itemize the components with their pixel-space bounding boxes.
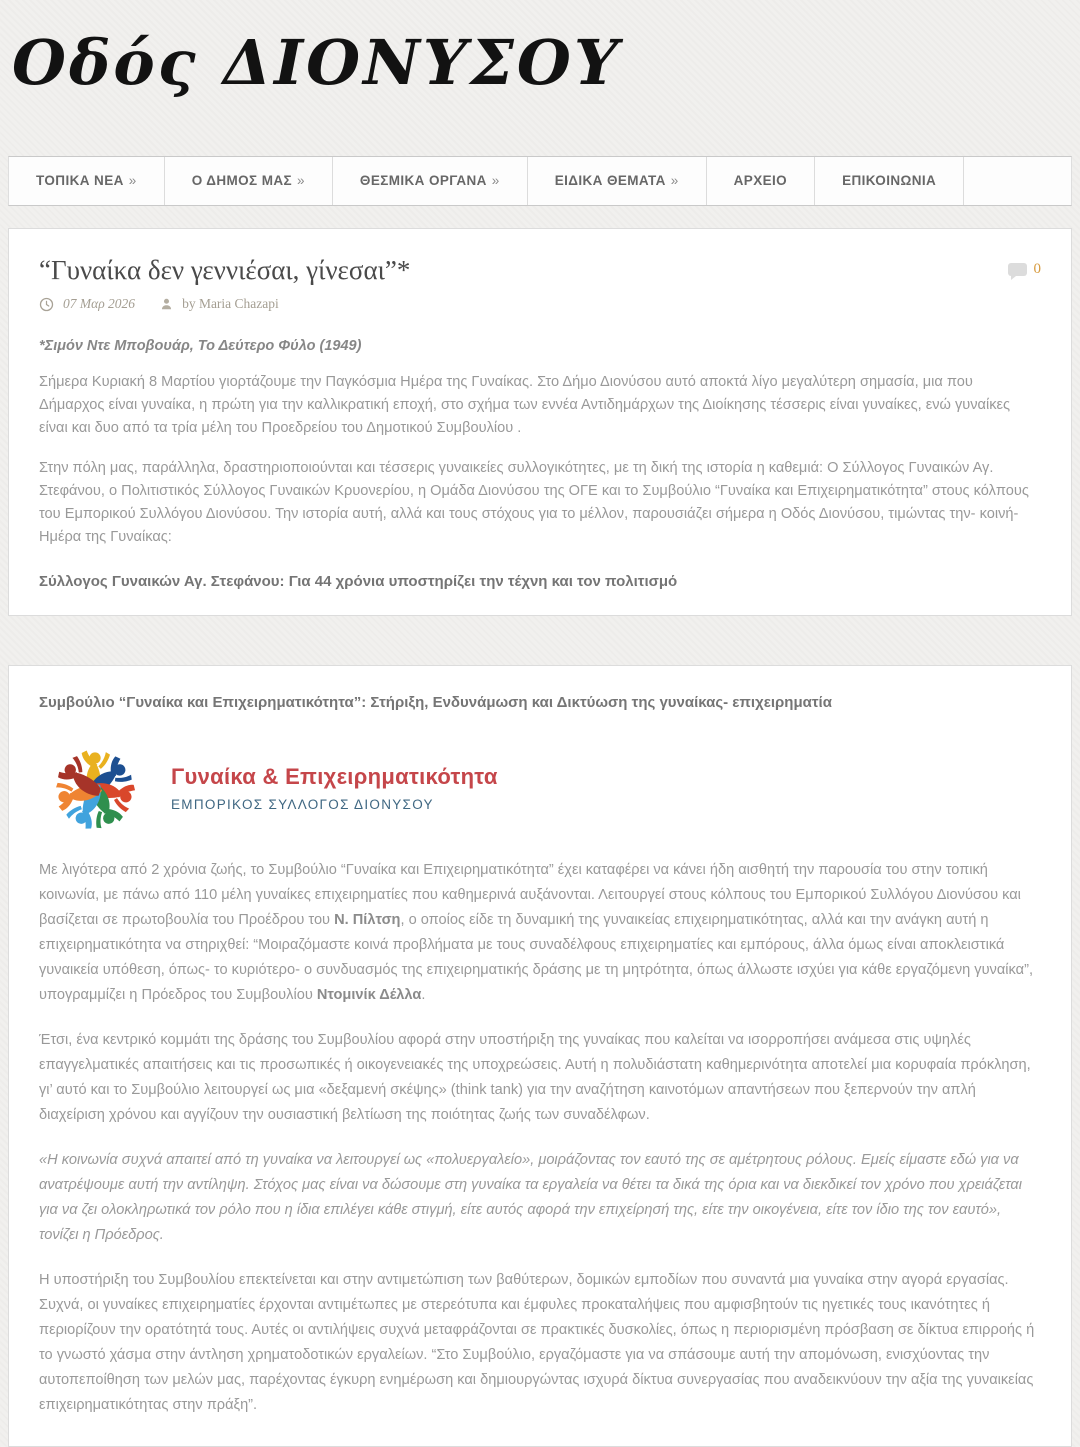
nav-item-arxeio[interactable]	[707, 157, 815, 205]
comments-link[interactable]	[1008, 261, 1042, 278]
article-card-business-council	[8, 665, 1072, 1447]
article-paragraph-quote: «Η κοινωνία συχνά απαιτεί από τη γυναίκα να λειτουργεί ως «πολυεργαλείο», μοιράζοντας τον εαυτό της σε αμέτρητους ρόλους. Εμείς είμαστε εδώ για να ανατρέψουμε αυτή την αντίληψη. Στόχος μας είναι να δώσουμε στη γυναίκα τα εργαλεία να θέτει τα δικά της όρια και να διεκδικεί τον χρόνο που χρειάζεται για να ζει ολοκληρωτικά τον ρόλο που η ίδια επιλέγει κάθε στιγμή, είτε αυτός αφορά την επιχείρησή της, είτε την οικογένεια, είτε τον ίδιο της τον εαυτό», τονίζει η Πρόεδρος.	[39, 1152, 1022, 1243]
main-nav	[8, 156, 1072, 206]
org-logo-subtitle: ΕΜΠΟΡΙΚΟΣ ΣΥΛΛΟΓΟΣ ΔΙΟΝΥΣΟΥ	[171, 797, 434, 812]
nav-item-epikoinonia[interactable]	[815, 157, 964, 205]
article-paragraph	[39, 858, 1041, 1008]
article-card-top	[8, 228, 1072, 616]
nav-item-label: ΘΕΣΜΙΚΑ ΟΡΓΑΝΑ	[359, 173, 487, 188]
submenu-arrow: »	[491, 173, 500, 188]
paragraph-text: Με λιγότερα από 2 χρόνια ζωής, το Συμβούλιο “Γυναίκα και Επιχειρηματικότητα” έχει καταφέρει να κάνει ήδη αισθητή την παρουσία του στην τοπική κοινωνία, με πάνω από 110 μέλη γυναίκες επιχειρηματίες που καθημερινά αυξάνονται. Λειτουργεί στους κόλπους του Εμπορικού Συλλόγου Διονύσου και βασίζεται σε πρωτοβουλία του Προέδρου του	[39, 862, 1021, 928]
article-paragraph: Η υποστήριξη του Συμβουλίου επεκτείνεται και στην αντιμετώπιση των βαθύτερων, δομικών εμποδίων που συναντά μια γυναίκα στην αγορά εργασίας. Συχνά, οι γυναίκες επιχειρηματίες έρχονται αντιμέτωπες με στερεότυπα και έμφυλες προκαταλήψεις που αμφισβητούν τις ηγετικές τους ικανότητες ή περιορίζουν την ορατότητά τους. Αυτές οι αντιλήψεις συχνά μεταφράζονται σε πρακτικές δυσκολίες, όπως η περιορισμένη πρόσβαση σε δίκτυα επιρροής ή το γνωστό χάσμα στην άντληση χρηματοδοτικών εργαλείων. “Στο Συμβούλιο, εργαζόμαστε για να σπάσουμε αυτή την απομόνωση, ενισχύοντας την αυτοπεποίθηση των μελών μας, παρέχοντας έγκυρη ενημέρωση και δημιουργώντας ισχυρά δίκτυα συνεργασίας που αναδεικνύουν την αξία της γυναικείας επιχειρηματικότητας στην πράξη”.	[39, 1272, 1035, 1413]
nav-item-label: ΤΟΠΙΚΑ ΝΕΑ	[36, 173, 124, 188]
bold-name-piltsis: Ν. Πίλτση	[334, 912, 401, 928]
bold-name-della: Ντομινίκ Δέλλα	[316, 987, 422, 1003]
org-logo-text	[171, 764, 498, 812]
nav-item-label: ΑΡΧΕΙΟ	[733, 173, 788, 188]
comment-count: 0	[1033, 261, 1041, 277]
article-paragraph: Στην πόλη μας, παράλληλα, δραστηριοποιούνται και τέσσερις γυναικείες συλλογικότητες, με τη δική της ιστορία η καθεμιά: Ο Σύλλογος Γυναικών Αγ. Στεφάνου, ο Πολιτιστικός Σύλλογος Γυναικών Κρυονερίου, η Ομάδα Διονύσου της ΟΓΕ και το Συμβούλιο “Γυναίκα και Επιχειρηματικότητα” στους κόλπους του Εμπορικού Συλλόγου Διονύσου. Την ιστορία αυτή, αλλά και τους στόχους για το μέλλον, παρουσιάζει σήμερα η Οδός Διονύσου, τιμώντας την- κοινή- Ημέρα της Γυναίκας:	[39, 460, 1029, 545]
nav-filler	[964, 157, 1071, 205]
submenu-arrow: »	[297, 173, 305, 188]
article-meta	[39, 296, 1041, 312]
section-heading-syllogos-gynaikon: Σύλλογος Γυναικών Αγ. Στεφάνου: Για 44 χρόνια υποστηρίζει την τέχνη και τον πολιτισμό	[39, 573, 678, 590]
org-logo	[45, 738, 1041, 838]
section-heading-symvoulio: Συμβούλιο “Γυναίκα και Επιχειρηματικότητα”: Στήριξη, Ενδυνάμωση και Δικτύωση της γυναίκας- επιχειρηματία	[39, 694, 832, 711]
people-circle-logo-icon	[45, 738, 145, 838]
nav-item-thesmika-organa[interactable]	[333, 157, 528, 205]
nav-item-label: ΕΠΙΚΟΙΝΩΝΙΑ	[842, 173, 937, 188]
submenu-arrow: »	[670, 173, 679, 188]
nav-item-o-dimos-mas[interactable]	[165, 157, 333, 205]
submenu-arrow: »	[128, 173, 137, 188]
nav-item-label: Ο ΔΗΜΟΣ ΜΑΣ	[191, 173, 292, 188]
nav-item-eidika-themata[interactable]	[528, 157, 707, 205]
author-icon	[160, 297, 173, 311]
site-logo[interactable]: Οδός ΔΙΟΝΥΣΟΥ	[12, 26, 622, 99]
source-note: *Σιμόν Ντε Μποβουάρ, Το Δεύτερο Φύλο (1949)	[39, 338, 362, 354]
article-paragraph: Έτσι, ένα κεντρικό κομμάτι της δράσης του Συμβουλίου αφορά στην υποστήριξη της γυναίκας που καλείται να ισορροπήσει ανάμεσα στις υψηλές επαγγελματικές απαιτήσεις και τις προσωπικές ή οικογενειακές της υποχρεώσεις. Αυτή η πολυδιάστατη καθημερινότητα αποτελεί μια κορυφαία πρόκληση, γι’ αυτό και το Συμβούλιο λειτουργεί ως μια «δεξαμενή σκέψης» (think tank) για την αναζήτηση καινοτόμων απαντήσεων που ξεπερνούν την απλή διαχείριση χρόνου και αγγίζουν την ουσιαστική βελτίωση της ποιότητας ζωής των συναδέλφων.	[39, 1032, 1031, 1123]
nav-item-label: ΕΙΔΙΚΑ ΘΕΜΑΤΑ	[554, 173, 666, 188]
org-logo-title: Γυναίκα & Επιχειρηματικότητα	[171, 764, 498, 789]
paragraph-text: , ο οποίος είδε τη δυναμική της γυναικείας επιχειρηματικότητας, αλλά και την ανάγκη αυτή η επιχειρηματικότητα να στηριχθεί: “Μοιραζόμαστε κοινά προβλήματα με τους συναδέλφους επιχειρηματίες και εμπόρους, άλλα όμως είναι αποκλειστικά γυναικεία υπόθεση, όπως- το κυριότερο- ο συνδυασμός της επιχειρηματικής δράσης με τη μητρότητα, όπως άλλωστε ισχύει για κάθε εργαζόμενη γυναίκα”, υπογραμμίζει η Πρόεδρος του Συμβουλίου	[39, 912, 1034, 1003]
comment-bubble-icon	[1008, 263, 1027, 276]
article-paragraph: Σήμερα Κυριακή 8 Μαρτίου γιορτάζουμε την Παγκόσμια Ημέρα της Γυναίκας. Στο Δήμο Διονύσου αυτό αποκτά λίγο μεγαλύτερη σημασία, μια που Δήμαρχος είναι γυναίκα, η πρώτη για την καλλικρατική εποχή, στο σχήμα των εννέα Αντιδημάρχων της Διοίκησης τέσσερις είναι γυναίκες, ενώ γυναίκες είναι και δυο από τα τρία μέλη του Προεδρείου του Δημοτικού Συμβουλίου .	[39, 374, 1011, 436]
article-date: 07 Μαρ 2026	[63, 296, 136, 311]
paragraph-text: .	[421, 987, 426, 1003]
site-header	[0, 0, 1080, 156]
article-author[interactable]: by Maria Chazapi	[182, 296, 279, 311]
article-title[interactable]: “Γυναίκα δεν γεννιέσαι, γίνεσαι”*	[39, 255, 411, 285]
clock-icon	[39, 297, 54, 312]
nav-item-topika-nea[interactable]	[9, 157, 165, 205]
